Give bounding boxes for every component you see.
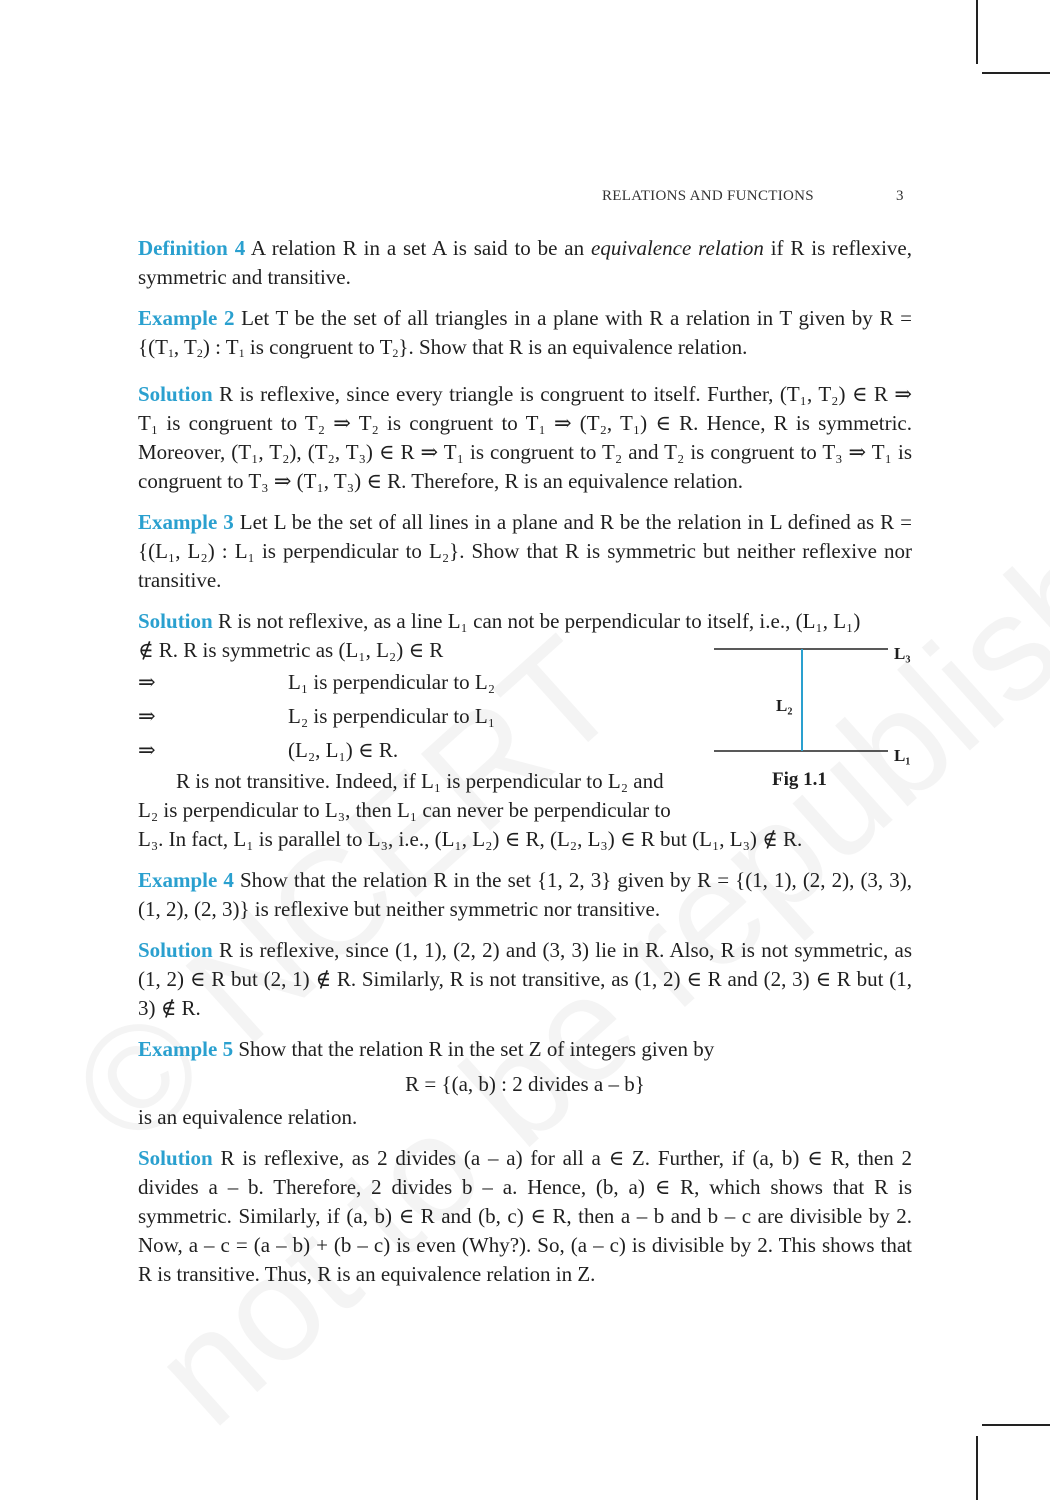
- example-text-after: is an equivalence relation.: [138, 1105, 358, 1129]
- definition-text-end: if R is reflexive, symmetric and transitive.: [138, 236, 912, 289]
- implies-arrow: ⇒: [138, 737, 156, 762]
- solution-second-line: ∉ R. R is symmetric as (L₁, L₂) ∈ R: [138, 638, 444, 662]
- solution-text: R is not reflexive, as a line L₁ can not be perpendicular to itself, i.e., (L₁, L₁): [212, 609, 861, 633]
- example-4: [138, 866, 912, 924]
- example-label: Example 4: [138, 868, 234, 892]
- page-number: 3: [896, 188, 904, 204]
- running-header: RELATIONS AND FUNCTIONS: [602, 188, 814, 204]
- implies-arrow: ⇒: [138, 703, 156, 728]
- definition-emphasis: equivalence relation: [591, 236, 764, 260]
- example-3: [138, 508, 912, 595]
- label-l1: L₁: [894, 746, 911, 765]
- example-5: [138, 1035, 912, 1132]
- solution-first-line: [138, 607, 912, 636]
- implies-arrow: ⇒: [138, 669, 156, 694]
- solution-text: R is reflexive, since every triangle is congruent to itself. Further, (T₁, T₂) ∈ R ⇒ T₁ is congruent to T₂ ⇒ T₂ is congruent to T₁ ⇒ (T₂, T₁) ∈ R. Hence, R is symmetric. Moreover, (T₁, T₂), (T₂, T₃) ∈ R ⇒ T₁ is congruent to T₂ and T₂ is congruent to T₃ ⇒ T₁ is congruent to T₃ ⇒ (T₁, T₃) ∈ R. Therefore, R is an equivalence relation.: [138, 382, 912, 493]
- solution-label: Solution: [138, 1146, 213, 1170]
- example-2: Example 2 Let T be the set of all triangles in a plane with R a relation in T given by $R = \{(T_1$, $T_2$) : $T_1$ is congruent to $T_2$}. Show that R is an equivalence relation.: [138, 306, 912, 360]
- definition-label: Definition 4: [138, 236, 246, 260]
- solution-wrap-line: L₂ is perpendicular to L₃, then L₁ can never be perpendicular to: [138, 798, 671, 822]
- example-text: Show that the relation R in the set Z of integers given by: [233, 1037, 715, 1061]
- solution-wrap-line: R is not transitive. Indeed, if L₁ is perpendicular to L₂ and: [176, 769, 664, 793]
- solution-last-line: L₃. In fact, L₁ is parallel to L₃, i.e., (L₁, L₂) ∈ R, (L₂, L₃) ∈ R but (L₁, L₃) ∉ R.: [138, 827, 803, 851]
- figure-caption: Fig 1.1: [772, 769, 827, 790]
- example-text-c: ) : T: [202, 335, 239, 359]
- solution-3: [138, 607, 912, 854]
- page-content: [138, 234, 912, 1301]
- implication-text: L₁ is perpendicular to L₂: [288, 669, 496, 694]
- example-text: Show that the relation R in the set {1, 2, 3} given by R = {(1, 1), (2, 2), (3, 3), (1, 2), (2, 3)} is reflexive but neither symmetric nor transitive.: [138, 868, 912, 921]
- implication-text: (L₂, L₁) ∈ R.: [288, 737, 399, 762]
- example-formula: R = {(a, b) : 2 divides a – b}: [405, 1072, 645, 1096]
- solution-text: R is reflexive, as 2 divides (a – a) for all a ∈ Z. Further, if (a, b) ∈ R, then 2 divides a – b. Therefore, 2 divides b – a. Hence, (b, a) ∈ R, which shows that R is symmetric. Similarly, if (a, b) ∈ R and (b, c) ∈ R, then a – b and b – c are divisible by 2. Now, a – c = (a – b) + (b – c) is even (Why?). So, (a – c) is divisible by 2. This shows that R is transitive. Thus, R is an equivalence relation in Z.: [138, 1146, 912, 1286]
- example-text-e: }. Show that R is an equivalence relation.: [398, 335, 748, 359]
- solution-label: Solution: [138, 609, 213, 633]
- example-label: Example 2: [138, 306, 235, 330]
- figure-perpendicular-lines: [712, 641, 922, 791]
- example-label: Example 3: [138, 510, 234, 534]
- label-l3: L₃: [894, 644, 911, 663]
- crop-mark-top-vertical: [976, 0, 978, 64]
- crop-mark-bottom-vertical: [976, 1436, 978, 1500]
- solution-label: Solution: [138, 938, 213, 962]
- implication-text: L₂ is perpendicular to L₁: [288, 703, 496, 728]
- label-l2: L₂: [776, 696, 793, 715]
- crop-mark-top-horizontal: [982, 72, 1050, 74]
- example-text: Let L be the set of all lines in a plane and R be the relation in L defined as R = {(L₁, L₂) : L₁ is perpendicular to L₂}. Show that R is symmetric but neither reflexive nor transitive.: [138, 510, 912, 592]
- definition-4: [138, 234, 912, 292]
- example-text-b: , T: [173, 335, 197, 359]
- solution-2: [138, 380, 912, 496]
- example-label: Example 5: [138, 1037, 234, 1061]
- solution-5: [138, 1144, 912, 1289]
- example-text-d: is congruent to T: [244, 335, 393, 359]
- example-text: Let T be the set of all triangles in a plane with R a relation in T given by R = {(T: [138, 306, 912, 359]
- definition-text: A relation R in a set A is said to be an: [245, 236, 591, 260]
- solution-text: R is reflexive, since (1, 1), (2, 2) and (3, 3) lie in R. Also, R is not symmetric, as (1, 2) ∈ R but (2, 1) ∉ R. Similarly, R is not transitive, as (1, 2) ∈ R and (2, 3) ∈ R but (1, 3) ∉ R.: [138, 938, 912, 1020]
- crop-mark-bottom-horizontal: [982, 1424, 1050, 1426]
- solution-label: Solution: [138, 382, 213, 406]
- solution-4: [138, 936, 912, 1023]
